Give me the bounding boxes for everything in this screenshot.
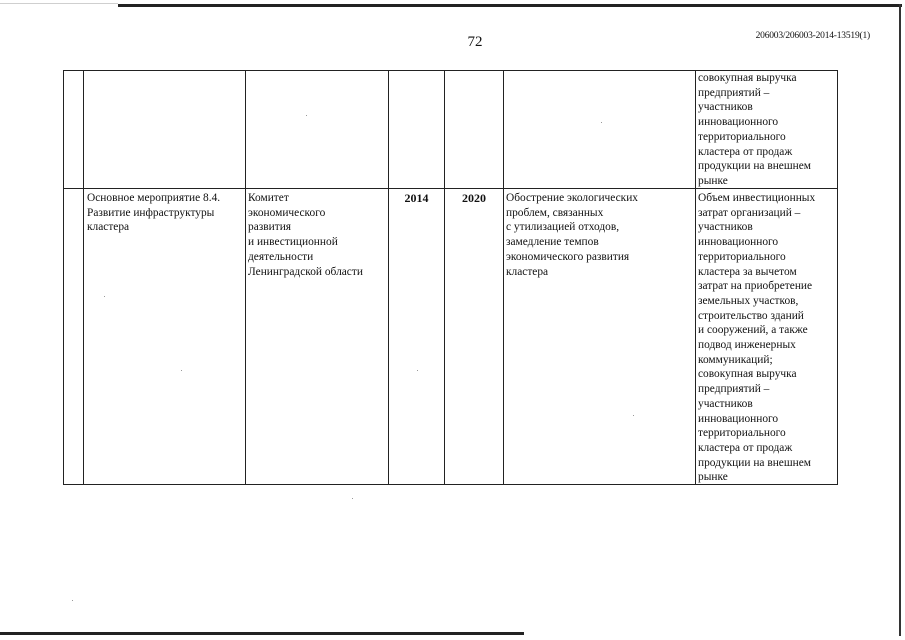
- table: [63, 70, 838, 485]
- event-cell: Основное мероприятие 8.4. Развитие инфраструктуры кластера: [87, 192, 221, 234]
- scan-edge-right: [899, 4, 901, 636]
- scan-speck: [352, 498, 353, 499]
- column-divider: [245, 70, 246, 485]
- scan-speck: [104, 296, 105, 297]
- column-divider: [444, 70, 445, 485]
- scan-speck: [181, 370, 182, 371]
- column-divider: [83, 70, 84, 485]
- scan-edge-top: [118, 4, 902, 7]
- indicator-cell: Объем инвестиционных затрат организаций – участников инновационного территориального кластера за вычетом затрат на приобретение земельных участков, строительство зданий и сооружений, а также подвод инженерных коммуникаций; совокупная выручка предприятий – участников инновационного территориального кластера от продаж продукции на внешнем рынке: [698, 192, 816, 484]
- page-number: 72: [467, 34, 483, 50]
- executor-cell: Комитет экономического развития и инвестиционной деятельности Ленинградской области: [248, 192, 363, 278]
- scan-speck: [72, 600, 73, 601]
- column-divider: [503, 70, 504, 485]
- scan-speck: [601, 122, 602, 123]
- scan-speck: [417, 370, 418, 371]
- consequences-cell: Обострение экологических проблем, связанных с утилизацией отходов, замедление темпов экономического развития кластера: [506, 192, 639, 278]
- scan-speck: [306, 115, 307, 116]
- table-border-right: [837, 70, 838, 485]
- column-divider: [388, 70, 389, 485]
- scan-edge-bottom: [0, 632, 524, 635]
- scan-edge-top-faint: [0, 3, 118, 4]
- continued-indicator-cell: совокупная выручка предприятий – участников инновационного территориального кластера от продаж продукции на внешнем рынке: [698, 72, 811, 187]
- table-border-left: [63, 70, 64, 485]
- year-start-cell: 2014: [404, 191, 429, 205]
- document-code: 206003/206003-2014-13519(1): [755, 31, 870, 41]
- column-divider: [695, 70, 696, 485]
- scan-speck: [633, 415, 634, 416]
- year-end-cell: 2020: [462, 191, 486, 205]
